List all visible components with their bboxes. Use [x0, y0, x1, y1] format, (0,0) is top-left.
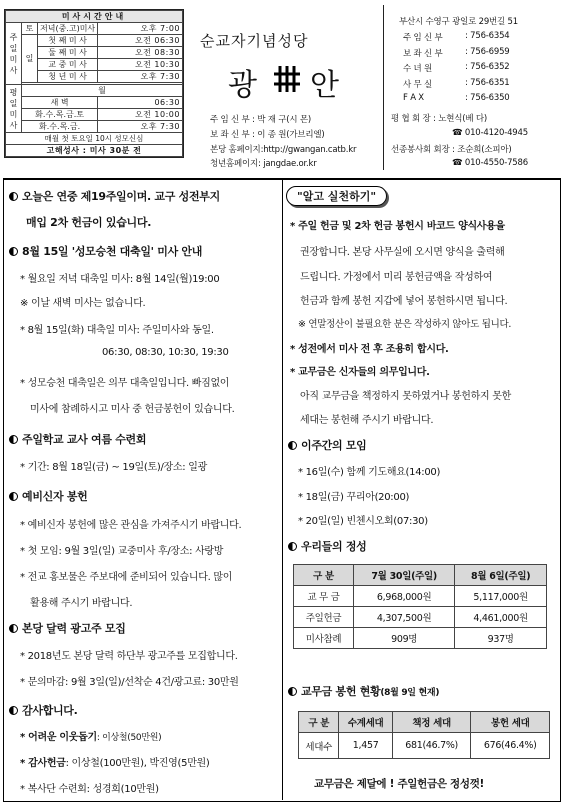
contact-row — [403, 31, 510, 47]
contact-row — [403, 93, 510, 109]
footer-slogan: 교무금은 제달에 ! 주일헌금은 정성껏! — [314, 778, 485, 790]
bullet-icon — [9, 624, 18, 633]
sunday-label: 일 — [22, 35, 38, 83]
schedule-name: 화.수.목.금. — [22, 121, 98, 133]
title-left: 광 — [228, 68, 257, 103]
thanks-line: * 어려운 이웃돕기: 이상철(50만원) — [20, 732, 162, 743]
mass-schedule — [4, 9, 184, 158]
table-header: 8월 6일(주일) — [455, 565, 547, 586]
column-divider — [282, 180, 283, 800]
section-title-thanks: 감사합니다. — [9, 702, 78, 718]
church-address: 부산시 수영구 광일로 29번길 51 — [399, 17, 518, 27]
contact-list — [403, 31, 510, 109]
schedule-time: 06:30 — [98, 97, 183, 109]
table-cell: 681(46.7%) — [392, 733, 471, 759]
table-header: 7월 30일(주일) — [354, 565, 455, 586]
section-title-meetings: 이주간의 모임 — [288, 437, 367, 453]
practice-line: 권장합니다. 본당 사무실에 오시면 양식을 출력해 — [300, 247, 505, 258]
council-phone: ☎ 010-4120-4945 — [452, 128, 528, 138]
table-header-row — [294, 565, 547, 586]
bullet-icon — [9, 247, 18, 256]
notice-line: * 성모승천 대축일은 의무 대축일입니다. 빠짐없이 — [20, 378, 230, 389]
contact-row — [403, 62, 510, 78]
schedule-time: 오전 08:30 — [98, 47, 183, 59]
church-slogan: 순교자기념성당 — [200, 32, 309, 50]
contact-label: 보 좌 신 부 — [403, 48, 443, 59]
schedule-name: 저녁(중.고)미사 — [38, 23, 98, 35]
notice-line: 미사에 참례하시고 미사 중 헌금봉헌이 있습니다. — [30, 404, 235, 415]
section-title-offering: 우리들의 정성 — [288, 538, 367, 554]
schedule-time: 오전 10:00 — [98, 109, 183, 121]
bullet-icon — [288, 441, 297, 450]
section-title-calendar: 본당 달력 광고주 모집 — [9, 620, 126, 636]
funeral-service-phone: ☎ 010-4550-7586 — [452, 158, 528, 168]
section-title-assumption: 8월 15일 '성모승천 대축일' 미사 안내 — [9, 243, 202, 259]
table-row — [294, 586, 547, 607]
notice-line: * 예비신자 봉헌에 많은 관심을 가져주시기 바랍니다. — [20, 520, 242, 531]
schedule-time: 오전 10:30 — [98, 59, 183, 71]
sunday-mass-label: 주 일 미 사 — [6, 23, 22, 85]
notice-line: * 2018년도 본당 달력 하단부 광고주를 모집합니다. — [20, 651, 238, 662]
contact-phone: : 756-6354 — [465, 31, 510, 41]
contact-label: F A X — [403, 93, 424, 103]
schedule-name: 청 년 미 사 — [38, 71, 98, 83]
notice-line: * 8월 15일(화) 대축일 미사: 주일미사와 동일. — [20, 325, 214, 336]
table-cell: 5,117,000원 — [455, 586, 547, 607]
schedule-name: 새 벽 — [22, 97, 98, 109]
schedule-name: 첫 째 미 사 — [38, 35, 98, 47]
intro-line: 매입 2차 헌금이 있습니다. — [26, 216, 152, 229]
notice-line: 06:30, 08:30, 10:30, 19:30 — [102, 347, 229, 358]
saturday-label: 토 — [22, 23, 38, 35]
church-emblem-icon — [272, 64, 302, 94]
table-cell: 676(46.4%) — [471, 733, 550, 759]
confession-time: 고해성사 : 미사 30분 전 — [6, 145, 183, 157]
practice-line: 드립니다. 가정에서 미리 봉헌금액을 작성하여 — [300, 272, 493, 283]
practice-line: 아직 교무금을 책정하지 못하였거나 봉헌하지 못한 — [300, 391, 511, 402]
saturday-note: 매월 첫 토요일 10시 성모신심 — [6, 133, 183, 145]
practice-line: 헌금과 함께 봉헌 지갑에 넣어 봉헌하시면 됩니다. — [300, 296, 508, 307]
table-header: 수계세대 — [339, 712, 392, 733]
table-header: 구 분 — [299, 712, 339, 733]
monday-label: 월 — [22, 85, 183, 97]
table-row — [294, 607, 547, 628]
thanks-line: * 복사단 수련회: 성경희(10만원) — [20, 784, 159, 795]
practice-line: * 교무금은 신자들의 의무입니다. — [290, 367, 430, 378]
contact-label: 사 무 실 — [403, 79, 433, 90]
table-header: 봉헌 세대 — [471, 712, 550, 733]
contact-row — [403, 77, 510, 94]
pastor-line: 주 임 신 부 : 박 재 구(시 몬) — [210, 115, 312, 125]
schedule-time: 오후 7:00 — [98, 23, 183, 35]
schedule-header: 미사시간안내 — [6, 11, 183, 23]
notice-line: 활용해 주시기 바랍니다. — [30, 598, 133, 609]
table-header: 구 분 — [294, 565, 354, 586]
table-cell: 909명 — [354, 628, 455, 649]
divider — [383, 5, 384, 170]
practice-line: 세대는 봉헌해 주시기 바랍니다. — [300, 415, 434, 426]
table-cell: 미사참례 — [294, 628, 354, 649]
meeting-line: * 16일(수) 함께 기도해요(14:00) — [298, 467, 441, 478]
funeral-service-president: 선종봉사회 회장 : 조순희(소피아) — [391, 145, 512, 155]
schedule-time: 오전 06:30 — [98, 35, 183, 47]
table-cell: 1,457 — [339, 733, 392, 759]
schedule-time: 오후 7:30 — [98, 71, 183, 83]
contact-phone: : 756-6350 — [465, 93, 510, 103]
title-right: 안 — [310, 68, 339, 103]
bullet-icon — [9, 192, 18, 201]
contact-phone: : 756-6351 — [465, 77, 510, 88]
notice-line: * 문의마감: 9월 3일(일)/선착순 4건/광고료: 30만원 — [20, 677, 239, 688]
notice-line: * 월요일 저녁 대축일 미사: 8월 14일(월)19:00 — [20, 274, 220, 285]
table-cell: 세대수 — [299, 733, 339, 759]
table-header: 책정 세대 — [392, 712, 471, 733]
weekday-mass-label: 평 일 미 사 — [6, 85, 22, 133]
contact-label: 수 녀 원 — [403, 64, 433, 74]
practice-line: * 주일 헌금 및 2차 헌금 봉헌시 바코드 양식사용을 — [290, 221, 505, 232]
table-cell: 4,307,500원 — [354, 607, 455, 628]
section-title-catechumen: 예비신자 봉헌 — [9, 488, 88, 504]
contact-row — [403, 46, 510, 63]
notice-line: ※ 이날 새벽 미사는 없습니다. — [20, 298, 146, 309]
table-row — [299, 733, 550, 759]
practice-line: * 성전에서 미사 전 후 조용히 합시다. — [290, 344, 449, 355]
table-header-row — [299, 712, 550, 733]
schedule-name: 교 중 미 사 — [38, 59, 98, 71]
practice-line: ※ 연말정산이 불필요한 분은 작성하지 않아도 됩니다. — [298, 319, 512, 330]
notice-line: * 첫 모임: 9월 3일(일) 교중미사 후/장소: 사랑방 — [20, 546, 224, 557]
contact-phone: : 756-6959 — [465, 46, 510, 57]
tag-practice: "알고 실천하기" — [286, 186, 387, 206]
bullet-icon — [288, 687, 297, 696]
homepage-link[interactable]: 본당 홈페이지:http://gwangan.catb.kr — [210, 145, 357, 155]
table-cell: 주일헌금 — [294, 607, 354, 628]
intro-line: 오늘은 연중 제19주일이며. 교구 성전부지 — [9, 188, 220, 204]
table-row — [294, 628, 547, 649]
bullet-icon — [9, 435, 18, 444]
bullet-icon — [9, 492, 18, 501]
table-cell: 937명 — [455, 628, 547, 649]
offering-table — [293, 564, 547, 649]
section-title-teachers: 주일학교 교사 여름 수련회 — [9, 431, 146, 447]
assistant-pastor-line: 보 좌 신 부 : 이 종 원(가브리엘) — [210, 130, 325, 140]
notice-line: * 기간: 8월 18일(금) ~ 19일(토)/장소: 일광 — [20, 462, 207, 473]
notice-line: * 전교 홍보물은 주보대에 준비되어 있습니다. 많이 — [20, 572, 233, 583]
schedule-time: 오후 7:30 — [98, 121, 183, 133]
schedule-name: 둘 째 미 사 — [38, 47, 98, 59]
bullet-icon — [9, 706, 18, 715]
council-president: 평 협 회 장 : 노현식(베 다) — [391, 114, 488, 124]
meeting-line: * 18일(금) 꾸리아(20:00) — [298, 492, 410, 503]
meeting-line: * 20일(일) 빈첸시오회(07:30) — [298, 516, 428, 527]
contact-label: 주 임 신 부 — [403, 33, 443, 43]
section-title-tithe: 교무금 봉헌 현황(8월 9일 현재) — [288, 683, 439, 699]
schedule-name: 화.수.목.금.토 — [22, 109, 98, 121]
bullet-icon — [288, 542, 297, 551]
table-cell: 교 무 금 — [294, 586, 354, 607]
table-cell: 6,968,000원 — [354, 586, 455, 607]
thanks-line: * 감사헌금: 이상철(100만원), 박진영(5만원) — [20, 758, 210, 769]
contact-phone: : 756-6352 — [465, 62, 510, 72]
table-cell: 4,461,000원 — [455, 607, 547, 628]
tithe-table — [298, 711, 550, 759]
youth-homepage-link[interactable]: 청년홈페이지: jangdae.or.kr — [210, 159, 317, 169]
